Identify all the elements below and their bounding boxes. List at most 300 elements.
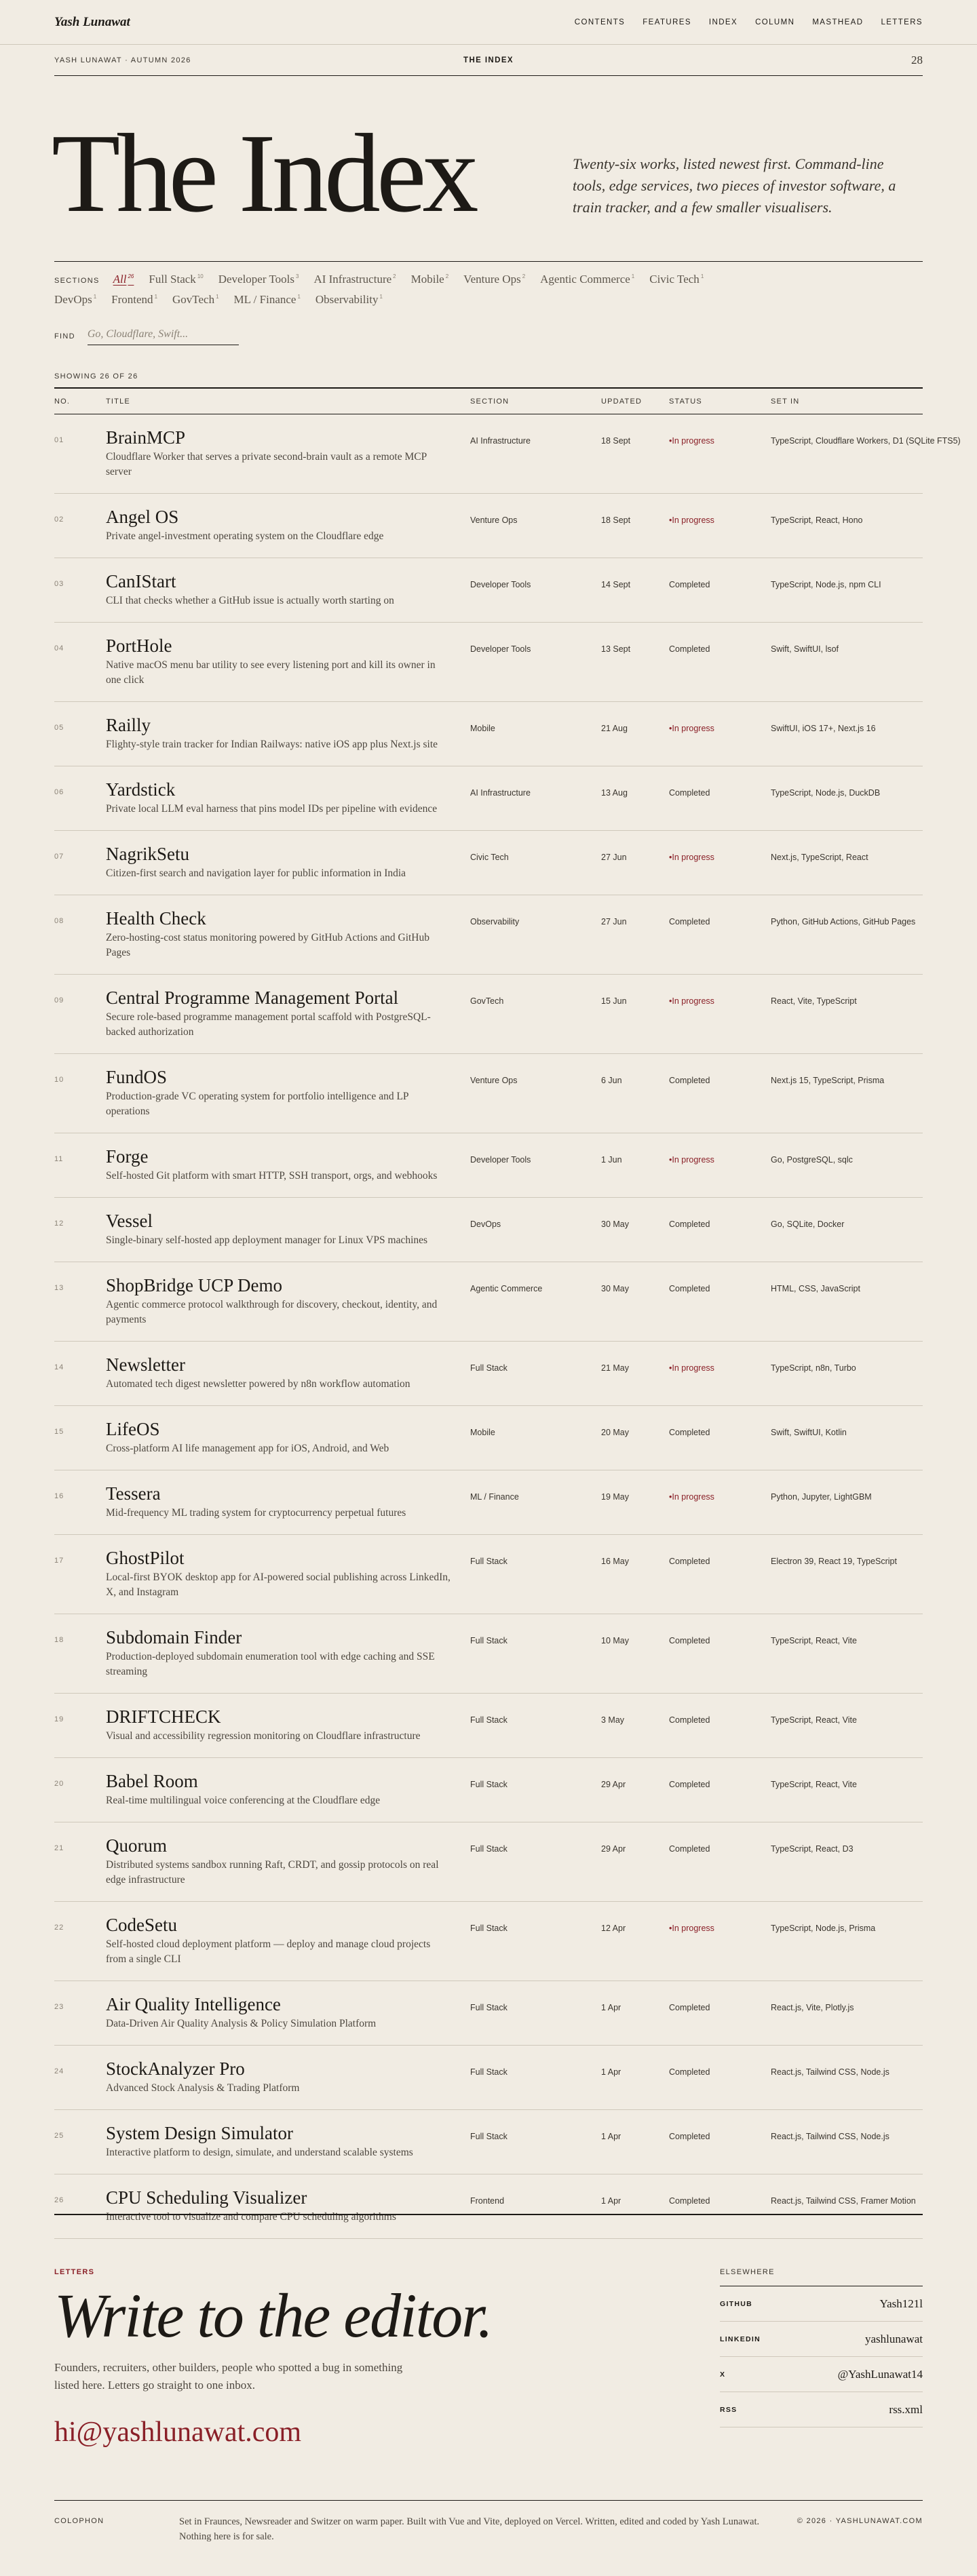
table-row[interactable] <box>54 1758 923 1822</box>
section-chip-label: Frontend <box>111 293 153 306</box>
row-description: Cloudflare Worker that serves a private second-brain vault as a remote MCP server <box>106 451 427 477</box>
row-title: CanIStart <box>106 571 176 591</box>
row-status: Completed <box>669 644 710 654</box>
row-set-in: TypeScript, React, Vite <box>771 1715 857 1725</box>
section-filter <box>54 262 923 307</box>
row-number: 26 <box>54 2196 64 2204</box>
row-set-in: Go, SQLite, Docker <box>771 1219 845 1229</box>
row-set-in: TypeScript, n8n, Turbo <box>771 1363 856 1373</box>
section-chip-count: 1 <box>631 273 635 279</box>
table-row[interactable] <box>54 831 923 895</box>
section-chip-count: 1 <box>93 294 97 300</box>
row-status: Completed <box>669 1219 710 1229</box>
section-chip-agentic-commerce[interactable] <box>540 273 634 286</box>
row-section: Full Stack <box>470 1924 507 1933</box>
page-number: 28 <box>911 53 923 66</box>
row-title-block <box>106 843 470 881</box>
row-title-block <box>106 1770 470 1808</box>
row-set-in: TypeScript, React, Vite <box>771 1780 857 1789</box>
section-name: THE INDEX <box>463 56 514 64</box>
row-title: PortHole <box>106 636 172 656</box>
row-status: Completed <box>669 1844 710 1854</box>
row-title: Vessel <box>106 1211 153 1231</box>
row-status: Completed <box>669 2132 710 2141</box>
row-updated: 21 May <box>601 1363 629 1373</box>
page-deck: Twenty-six works, listed newest first. Command-line tools, edge services, two pieces of investor software, a train tracker, and a few smaller visualisers. <box>573 155 896 216</box>
elsewhere-linkedin[interactable] <box>720 2322 923 2357</box>
row-number: 04 <box>54 644 64 652</box>
section-chip-label: ML / Finance <box>233 293 296 306</box>
row-title: CodeSetu <box>106 1915 177 1935</box>
row-number: 13 <box>54 1284 64 1292</box>
row-updated: 1 Apr <box>601 2196 621 2206</box>
find-row <box>54 327 923 345</box>
elsewhere-list <box>720 2268 923 2427</box>
row-updated: 27 Jun <box>601 917 627 926</box>
row-updated: 1 Apr <box>601 2132 621 2141</box>
row-status: •In progress <box>669 1924 714 1933</box>
table-row[interactable] <box>54 414 961 494</box>
row-description: Automated tech digest newsletter powered by n8n workflow automation <box>106 1378 410 1390</box>
row-description: Agentic commerce protocol walkthrough for discovery, checkout, identity, and payments <box>106 1299 438 1325</box>
elsewhere-key: GITHUB <box>720 2299 753 2308</box>
row-title-block <box>106 1914 470 1967</box>
elsewhere-value: Yash121l <box>879 2297 923 2310</box>
row-title: Health Check <box>106 908 206 929</box>
row-status: •In progress <box>669 996 714 1006</box>
elsewhere-key: RSS <box>720 2405 737 2414</box>
section-chip-count: 26 <box>128 273 134 279</box>
row-section: Full Stack <box>470 2067 507 2077</box>
row-set-in: Next.js 15, TypeScript, Prisma <box>771 1076 885 1085</box>
row-title: Babel Room <box>106 1771 198 1791</box>
section-chip-label: Agentic Commerce <box>540 273 630 286</box>
elsewhere-rss[interactable] <box>720 2392 923 2427</box>
row-updated: 29 Apr <box>601 1780 626 1789</box>
row-status: Completed <box>669 1780 710 1789</box>
row-number: 19 <box>54 1715 64 1723</box>
find-label: FIND <box>54 332 75 340</box>
section-chip-observability[interactable] <box>315 293 383 307</box>
nav-links <box>575 18 923 26</box>
row-description: Self-hosted cloud deployment platform — deploy and manage cloud projects from a single CLI <box>106 1938 431 1965</box>
row-title: FundOS <box>106 1067 168 1087</box>
row-title-block <box>106 506 470 544</box>
row-title: LifeOS <box>106 1419 160 1439</box>
row-title: Yardstick <box>106 779 176 800</box>
row-title: Angel OS <box>106 507 179 527</box>
row-number: 21 <box>54 1844 64 1852</box>
row-updated: 19 May <box>601 1492 629 1502</box>
row-number: 02 <box>54 515 64 524</box>
row-number: 24 <box>54 2067 64 2075</box>
row-title-block <box>106 1835 470 1888</box>
row-description: Advanced Stock Analysis & Trading Platform <box>106 2082 300 2094</box>
section-chip-label: Venture Ops <box>463 273 521 286</box>
col-section: SECTION <box>470 397 510 406</box>
section-chip-count: 1 <box>216 294 219 300</box>
row-title-block <box>106 1210 470 1248</box>
col-set-in: SET IN <box>771 397 800 406</box>
row-section: Full Stack <box>470 1636 507 1645</box>
section-chip-count: 2 <box>445 273 449 279</box>
row-updated: 20 May <box>601 1428 629 1437</box>
row-title-block <box>106 714 470 752</box>
row-set-in: TypeScript, React, Hono <box>771 515 863 525</box>
top-nav <box>0 0 977 45</box>
table-row[interactable] <box>54 2046 923 2110</box>
nav-link-index[interactable]: INDEX <box>708 18 738 26</box>
row-title-block <box>106 1146 470 1184</box>
row-title-block <box>106 987 470 1040</box>
row-updated: 30 May <box>601 1284 629 1293</box>
section-chip-developer-tools[interactable] <box>218 273 299 286</box>
row-number: 11 <box>54 1155 64 1163</box>
result-count: SHOWING 26 OF 26 <box>54 372 923 389</box>
row-title: Newsletter <box>106 1354 185 1375</box>
row-status: Completed <box>669 788 710 798</box>
section-chip-ai-infrastructure[interactable] <box>313 273 396 286</box>
row-description: Citizen-first search and navigation layer for public information in India <box>106 867 406 879</box>
row-title-block <box>106 1993 470 2031</box>
col-updated: UPDATED <box>601 397 643 406</box>
table-row[interactable] <box>54 1262 923 1342</box>
row-set-in: Swift, SwiftUI, Kotlin <box>771 1428 847 1437</box>
table-row[interactable] <box>54 1981 923 2046</box>
letters-lede: Founders, recruiters, other builders, people who spotted a bug in something listed here. Letters go straight to one inbox. <box>54 2361 403 2392</box>
row-section: Full Stack <box>470 2003 507 2012</box>
elsewhere-value: yashlunawat <box>865 2332 923 2345</box>
row-status: Completed <box>669 2196 710 2206</box>
row-status: Completed <box>669 1284 710 1293</box>
section-chip-count: 2 <box>393 273 396 279</box>
row-description: Mid-frequency ML trading system for cryptocurrency perpetual futures <box>106 1507 406 1519</box>
section-chip-count: 10 <box>197 273 204 279</box>
row-number: 08 <box>54 917 64 925</box>
row-section: Developer Tools <box>470 1155 531 1165</box>
row-title-block <box>106 1418 470 1456</box>
row-number: 18 <box>54 1636 64 1644</box>
section-chip-count: 1 <box>297 294 301 300</box>
row-status: •In progress <box>669 436 714 446</box>
row-set-in: TypeScript, Node.js, npm CLI <box>771 580 881 589</box>
nav-link-contents[interactable]: CONTENTS <box>574 18 626 26</box>
row-set-in: React.js, Tailwind CSS, Framer Motion <box>771 2196 916 2206</box>
row-description: Single-binary self-hosted app deployment manager for Linux VPS machines <box>106 1234 428 1246</box>
brand-logo[interactable]: Yash Lunawat <box>54 14 130 29</box>
row-section: Agentic Commerce <box>470 1284 543 1293</box>
row-set-in: HTML, CSS, JavaScript <box>771 1284 860 1293</box>
row-section: Developer Tools <box>470 580 531 589</box>
row-section: Full Stack <box>470 1780 507 1789</box>
section-chip-label: All <box>113 273 127 286</box>
row-number: 14 <box>54 1363 64 1371</box>
row-updated: 6 Jun <box>601 1076 622 1085</box>
table-row[interactable] <box>54 1822 923 1902</box>
row-title: Tessera <box>106 1483 161 1504</box>
row-title: CPU Scheduling Visualizer <box>106 2187 307 2208</box>
section-chip-full-stack[interactable] <box>149 273 203 286</box>
row-updated: 13 Aug <box>601 788 628 798</box>
row-title-block <box>106 1706 470 1744</box>
elsewhere-key: X <box>720 2370 726 2379</box>
table-row[interactable] <box>54 1406 923 1470</box>
row-updated: 10 May <box>601 1636 629 1645</box>
row-title-block <box>106 635 470 688</box>
row-status: Completed <box>669 1636 710 1645</box>
row-status: Completed <box>669 1428 710 1437</box>
section-chip-count: 1 <box>379 294 383 300</box>
section-chip-frontend[interactable] <box>111 293 157 307</box>
row-section: Civic Tech <box>470 853 509 862</box>
section-chips <box>54 273 733 307</box>
table-row[interactable] <box>54 1198 923 1262</box>
table-body <box>0 414 977 2239</box>
table-row[interactable] <box>54 975 923 1054</box>
table-row[interactable] <box>54 494 923 558</box>
nav-link-letters[interactable]: LETTERS <box>881 18 923 26</box>
colophon <box>54 2500 923 2544</box>
table-row[interactable] <box>54 1470 923 1535</box>
col-no: NO. <box>54 397 71 406</box>
row-set-in: TypeScript, React, D3 <box>771 1844 854 1854</box>
table-row[interactable] <box>54 623 923 702</box>
elsewhere-key: LINKEDIN <box>720 2335 761 2343</box>
row-section: Full Stack <box>470 1557 507 1566</box>
colophon-text: Set in Fraunces, Newsreader and Switzer on warm paper. Built with Vue and Vite, deployed on Vercel. Written, edited and coded by Yash Lunawat. Nothing here is for sale. <box>179 2516 760 2542</box>
section-chip-mobile[interactable] <box>411 273 449 286</box>
row-description: Production-grade VC operating system for portfolio intelligence and LP operations <box>106 1091 408 1117</box>
row-section: Full Stack <box>470 1363 507 1373</box>
row-section: Venture Ops <box>470 1076 518 1085</box>
row-description: Cross-platform AI life management app for iOS, Android, and Web <box>106 1443 389 1454</box>
row-set-in: Swift, SwiftUI, lsof <box>771 644 839 654</box>
row-set-in: React.js, Vite, Plotly.js <box>771 2003 854 2012</box>
row-title-block <box>106 2122 470 2160</box>
row-number: 23 <box>54 2003 64 2011</box>
row-number: 20 <box>54 1780 64 1788</box>
row-description: Interactive platform to design, simulate, and understand scalable systems <box>106 2147 413 2158</box>
row-description: Zero-hosting-cost status monitoring powered by GitHub Actions and GitHub Pages <box>106 932 429 958</box>
page-title: The Index <box>52 111 475 235</box>
row-section: Full Stack <box>470 1715 507 1725</box>
row-status: Completed <box>669 917 710 926</box>
row-set-in: Go, PostgreSQL, sqlc <box>771 1155 853 1165</box>
elsewhere-label: ELSEWHERE <box>720 2268 923 2286</box>
section-chip-ml-finance[interactable] <box>234 293 301 307</box>
row-title: DRIFTCHECK <box>106 1706 221 1727</box>
row-title: Quorum <box>106 1835 167 1856</box>
letters-kicker: LETTERS <box>54 2268 95 2276</box>
section-chip-label: Observability <box>315 293 379 306</box>
row-title-block <box>106 1547 470 1600</box>
hero <box>54 76 923 262</box>
row-title-block <box>106 2058 470 2096</box>
row-description: Data-Driven Air Quality Analysis & Policy Simulation Platform <box>106 2018 377 2029</box>
row-updated: 12 Apr <box>601 1924 626 1933</box>
row-description: Native macOS menu bar utility to see every listening port and kill its owner in one click <box>106 659 436 686</box>
row-description: Visual and accessibility regression monitoring on Cloudflare infrastructure <box>106 1730 421 1742</box>
row-description: Private local LLM eval harness that pins model IDs per pipeline with evidence <box>106 803 438 815</box>
row-section: Full Stack <box>470 2132 507 2141</box>
table-row[interactable] <box>54 2174 923 2239</box>
row-title: BrainMCP <box>106 427 186 448</box>
row-title: NagrikSetu <box>106 844 189 864</box>
row-section: AI Infrastructure <box>470 436 531 446</box>
row-section: Developer Tools <box>470 644 531 654</box>
section-chip-venture-ops[interactable] <box>463 273 525 286</box>
row-status: •In progress <box>669 515 714 525</box>
row-updated: 1 Apr <box>601 2067 621 2077</box>
row-title-block <box>106 779 470 817</box>
row-title: Subdomain Finder <box>106 1627 242 1647</box>
elsewhere-value: rss.xml <box>889 2402 923 2416</box>
row-updated: 30 May <box>601 1219 629 1229</box>
row-title-block <box>106 1274 470 1327</box>
row-section: DevOps <box>470 1219 501 1229</box>
issue-bar <box>54 45 923 76</box>
row-updated: 1 Jun <box>601 1155 622 1165</box>
table-row[interactable] <box>54 702 923 766</box>
row-number: 09 <box>54 996 64 1004</box>
row-number: 07 <box>54 853 64 861</box>
row-description: CLI that checks whether a GitHub issue is actually worth starting on <box>106 595 394 606</box>
row-updated: 3 May <box>601 1715 625 1725</box>
row-status: Completed <box>669 580 710 589</box>
row-title: Central Programme Management Portal <box>106 988 399 1008</box>
row-set-in: TypeScript, Node.js, DuckDB <box>771 788 881 798</box>
row-title: Railly <box>106 715 151 735</box>
row-number: 25 <box>54 2132 64 2140</box>
row-updated: 29 Apr <box>601 1844 626 1854</box>
row-status: •In progress <box>669 1492 714 1502</box>
section-chip-count: 1 <box>700 273 704 279</box>
row-title-block <box>106 427 470 480</box>
row-section: Mobile <box>470 724 495 733</box>
nav-link-features[interactable]: FEATURES <box>643 18 691 26</box>
elsewhere-x[interactable] <box>720 2357 923 2392</box>
section-chip-count: 2 <box>522 273 526 279</box>
row-set-in: Next.js, TypeScript, React <box>771 853 868 862</box>
row-section: Venture Ops <box>470 515 518 525</box>
table-row[interactable] <box>54 1614 923 1694</box>
row-title-block <box>106 1483 470 1521</box>
row-updated: 13 Sept <box>601 644 631 654</box>
table-row[interactable] <box>54 558 923 623</box>
row-section: Full Stack <box>470 1844 507 1854</box>
table-row[interactable] <box>54 1902 923 1981</box>
row-title: StockAnalyzer Pro <box>106 2058 245 2079</box>
row-status: Completed <box>669 2067 710 2077</box>
table-row[interactable] <box>54 1535 923 1614</box>
row-title: Air Quality Intelligence <box>106 1994 281 2014</box>
copyright: © 2026 · YASHLUNAWAT.COM <box>797 2517 923 2525</box>
row-number: 16 <box>54 1492 64 1500</box>
section-chip-label: AI Infrastructure <box>313 273 392 286</box>
section-chip-devops[interactable] <box>54 293 96 307</box>
row-status: •In progress <box>669 1363 714 1373</box>
elsewhere-github[interactable] <box>720 2286 923 2322</box>
row-set-in: TypeScript, Cloudflare Workers, D1 (SQLite FTS5) <box>771 436 961 446</box>
section-chip-label: DevOps <box>54 293 92 306</box>
row-set-in: TypeScript, Node.js, Prisma <box>771 1924 876 1933</box>
row-status: •In progress <box>669 1155 714 1165</box>
row-status: •In progress <box>669 724 714 733</box>
row-section: Mobile <box>470 1428 495 1437</box>
table-row[interactable] <box>54 1133 923 1198</box>
section-chip-civic-tech[interactable] <box>649 273 704 286</box>
table-row[interactable] <box>54 895 923 975</box>
row-title: ShopBridge UCP Demo <box>106 1275 283 1295</box>
row-title-block <box>106 2187 470 2225</box>
row-description: Local-first BYOK desktop app for AI-powered social publishing across LinkedIn, X, and Instagram <box>106 1572 451 1598</box>
row-updated: 27 Jun <box>601 853 627 862</box>
row-set-in: Python, Jupyter, LightGBM <box>771 1492 872 1502</box>
row-number: 03 <box>54 580 64 588</box>
section-chip-govtech[interactable] <box>172 293 219 307</box>
row-title-block <box>106 570 470 608</box>
nav-link-column[interactable]: COLUMN <box>755 18 795 26</box>
row-status: Completed <box>669 2003 710 2012</box>
section-chip-all[interactable] <box>113 273 134 286</box>
row-title: System Design Simulator <box>106 2123 293 2143</box>
row-section: Frontend <box>470 2196 505 2206</box>
row-section: ML / Finance <box>470 1492 519 1502</box>
row-number: 05 <box>54 724 64 732</box>
email-link[interactable]: hi@yashlunawat.com <box>54 2417 302 2448</box>
row-section: GovTech <box>470 996 504 1006</box>
table-row[interactable] <box>54 1342 923 1406</box>
row-section: Observability <box>470 917 520 926</box>
issue-label: YASH LUNAWAT · AUTUMN 2026 <box>54 56 191 64</box>
row-set-in: React.js, Tailwind CSS, Node.js <box>771 2067 889 2077</box>
nav-link-masthead[interactable]: MASTHEAD <box>812 18 864 26</box>
section-chip-count: 3 <box>296 273 299 279</box>
col-title: TITLE <box>106 397 130 406</box>
elsewhere-value: @YashLunawat14 <box>837 2367 923 2381</box>
row-number: 22 <box>54 1924 64 1932</box>
row-status: Completed <box>669 1715 710 1725</box>
section-chip-label: GovTech <box>172 293 215 306</box>
section-chip-label: Developer Tools <box>218 273 294 286</box>
col-status: STATUS <box>669 397 702 406</box>
section-chip-label: Mobile <box>410 273 444 286</box>
row-description: Interactive tool to visualize and compare CPU scheduling algorithms <box>106 2211 396 2223</box>
row-set-in: React.js, Tailwind CSS, Node.js <box>771 2132 889 2141</box>
table-row[interactable] <box>54 1694 923 1758</box>
row-description: Distributed systems sandbox running Raft, CRDT, and gossip protocols on real edge infrastructure <box>106 1859 439 1886</box>
row-updated: 15 Jun <box>601 996 627 1006</box>
row-title-block <box>106 1354 470 1392</box>
row-title-block <box>106 908 470 960</box>
row-set-in: SwiftUI, iOS 17+, Next.js 16 <box>771 724 876 733</box>
section-chip-count: 1 <box>154 294 158 300</box>
row-updated: 1 Apr <box>601 2003 621 2012</box>
section-chip-label: Civic Tech <box>649 273 700 286</box>
row-title: GhostPilot <box>106 1548 185 1568</box>
search-input[interactable] <box>88 327 239 345</box>
section-chip-label: Full Stack <box>149 273 196 286</box>
row-status: Completed <box>669 1076 710 1085</box>
row-set-in: TypeScript, React, Vite <box>771 1636 857 1645</box>
table-row[interactable] <box>54 1054 923 1133</box>
row-set-in: React, Vite, TypeScript <box>771 996 857 1006</box>
row-description: Self-hosted Git platform with smart HTTP, SSH transport, orgs, and webhooks <box>106 1170 438 1182</box>
table-row[interactable] <box>54 766 923 831</box>
table-row[interactable] <box>54 2110 923 2174</box>
row-description: Real-time multilingual voice conferencing at the Cloudflare edge <box>106 1795 381 1806</box>
row-updated: 18 Sept <box>601 436 631 446</box>
